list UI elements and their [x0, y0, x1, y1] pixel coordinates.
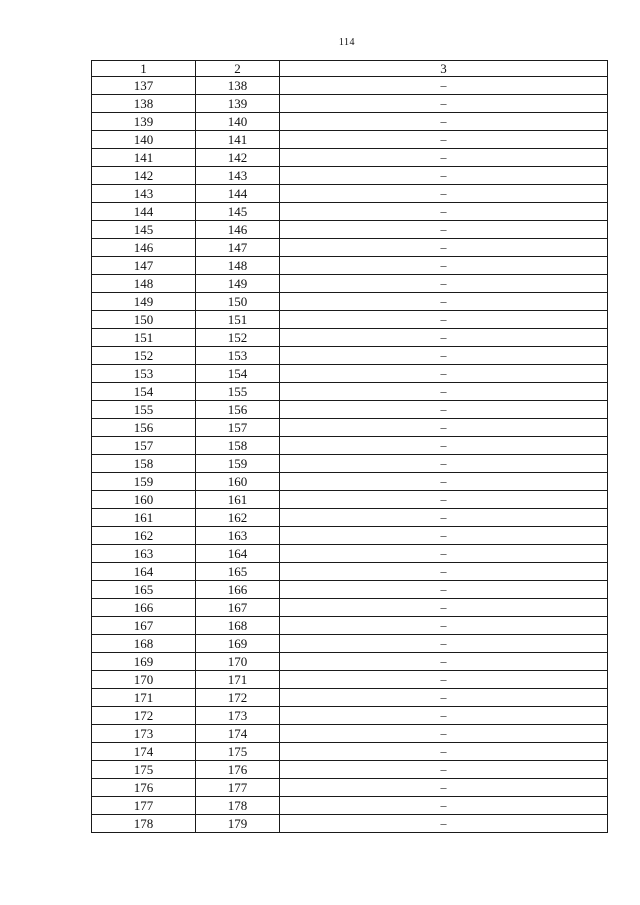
table-cell-col3: –	[280, 815, 608, 833]
table-cell-col2: 149	[196, 275, 280, 293]
table-row	[92, 347, 608, 365]
table-row	[92, 419, 608, 437]
table-cell-col1: 164	[92, 563, 196, 581]
table-cell-col2: 162	[196, 509, 280, 527]
table-cell-col1: 157	[92, 437, 196, 455]
table-cell-col2: 177	[196, 779, 280, 797]
table-cell-col1: 170	[92, 671, 196, 689]
table-cell-col3: –	[280, 689, 608, 707]
table-row	[92, 293, 608, 311]
table-cell-col1: 168	[92, 635, 196, 653]
table-row	[92, 77, 608, 95]
table-cell-col3: –	[280, 671, 608, 689]
table-cell-col3: –	[280, 455, 608, 473]
table-cell-col1: 169	[92, 653, 196, 671]
table-cell-col2: 164	[196, 545, 280, 563]
table-cell-col3: –	[280, 617, 608, 635]
table-cell-col3: –	[280, 239, 608, 257]
table-row	[92, 671, 608, 689]
table-row	[92, 185, 608, 203]
table-cell-col1: 160	[92, 491, 196, 509]
table-cell-col1: 176	[92, 779, 196, 797]
table-row	[92, 509, 608, 527]
table-row	[92, 149, 608, 167]
table-cell-col2: 139	[196, 95, 280, 113]
table-cell-col3: –	[280, 725, 608, 743]
table-cell-col2: 144	[196, 185, 280, 203]
table-cell-col1: 148	[92, 275, 196, 293]
table-row	[92, 167, 608, 185]
table-row	[92, 311, 608, 329]
table-cell-col3: –	[280, 527, 608, 545]
table-cell-col1: 147	[92, 257, 196, 275]
table-cell-col3: –	[280, 311, 608, 329]
table-cell-col3: –	[280, 635, 608, 653]
table-cell-col3: –	[280, 167, 608, 185]
table-body	[92, 77, 608, 833]
table-cell-col1: 139	[92, 113, 196, 131]
table-cell-col2: 176	[196, 761, 280, 779]
table-cell-col2: 165	[196, 563, 280, 581]
table-cell-col1: 155	[92, 401, 196, 419]
table-cell-col3: –	[280, 563, 608, 581]
table-cell-col2: 168	[196, 617, 280, 635]
table-row	[92, 563, 608, 581]
table-cell-col1: 145	[92, 221, 196, 239]
table-cell-col2: 175	[196, 743, 280, 761]
page-number: 114	[338, 37, 356, 48]
table-row	[92, 365, 608, 383]
table-cell-col2: 163	[196, 527, 280, 545]
table-cell-col1: 138	[92, 95, 196, 113]
table-cell-col1: 163	[92, 545, 196, 563]
table-cell-col1: 174	[92, 743, 196, 761]
table-cell-col3: –	[280, 221, 608, 239]
table-cell-col3: –	[280, 257, 608, 275]
table-cell-col3: –	[280, 743, 608, 761]
table-cell-col2: 154	[196, 365, 280, 383]
table-cell-col3: –	[280, 131, 608, 149]
column-header-2: 2	[196, 61, 280, 77]
table-cell-col1: 162	[92, 527, 196, 545]
table-cell-col3: –	[280, 419, 608, 437]
table-row	[92, 203, 608, 221]
table-row	[92, 653, 608, 671]
table-cell-col1: 153	[92, 365, 196, 383]
table-row	[92, 581, 608, 599]
table-row	[92, 491, 608, 509]
table-cell-col2: 174	[196, 725, 280, 743]
table-row	[92, 617, 608, 635]
table-cell-col1: 149	[92, 293, 196, 311]
table-row	[92, 95, 608, 113]
table-cell-col1: 175	[92, 761, 196, 779]
table-cell-col2: 166	[196, 581, 280, 599]
table-cell-col3: –	[280, 491, 608, 509]
table-row	[92, 707, 608, 725]
table-cell-col2: 158	[196, 437, 280, 455]
table-row	[92, 239, 608, 257]
table-cell-col1: 151	[92, 329, 196, 347]
table-row	[92, 401, 608, 419]
table-cell-col2: 147	[196, 239, 280, 257]
table-cell-col2: 148	[196, 257, 280, 275]
table-cell-col1: 140	[92, 131, 196, 149]
table-row	[92, 635, 608, 653]
table-cell-col3: –	[280, 95, 608, 113]
table-row	[92, 437, 608, 455]
table-cell-col1: 172	[92, 707, 196, 725]
table-cell-col3: –	[280, 365, 608, 383]
table-cell-col3: –	[280, 149, 608, 167]
table-cell-col2: 159	[196, 455, 280, 473]
table-row	[92, 473, 608, 491]
table-cell-col3: –	[280, 761, 608, 779]
table-cell-col3: –	[280, 347, 608, 365]
table-cell-col3: –	[280, 581, 608, 599]
table-row	[92, 113, 608, 131]
table-cell-col2: 141	[196, 131, 280, 149]
table-cell-col2: 143	[196, 167, 280, 185]
table-cell-col3: –	[280, 779, 608, 797]
table-cell-col2: 156	[196, 401, 280, 419]
table-cell-col2: 172	[196, 689, 280, 707]
table-cell-col3: –	[280, 113, 608, 131]
table-cell-col1: 178	[92, 815, 196, 833]
table-row	[92, 797, 608, 815]
table-cell-col1: 167	[92, 617, 196, 635]
table-cell-col1: 165	[92, 581, 196, 599]
table-row	[92, 725, 608, 743]
table-row	[92, 779, 608, 797]
table-cell-col2: 171	[196, 671, 280, 689]
table-cell-col2: 161	[196, 491, 280, 509]
table-cell-col1: 158	[92, 455, 196, 473]
table-cell-col3: –	[280, 203, 608, 221]
table-row	[92, 545, 608, 563]
table-cell-col2: 153	[196, 347, 280, 365]
table-row	[92, 257, 608, 275]
table-cell-col2: 155	[196, 383, 280, 401]
table-cell-col1: 173	[92, 725, 196, 743]
table-cell-col3: –	[280, 401, 608, 419]
table-cell-col2: 178	[196, 797, 280, 815]
table-row	[92, 383, 608, 401]
table-cell-col1: 150	[92, 311, 196, 329]
table-row	[92, 527, 608, 545]
table-cell-col1: 154	[92, 383, 196, 401]
table-cell-col2: 151	[196, 311, 280, 329]
table-cell-col2: 179	[196, 815, 280, 833]
column-header-1: 1	[92, 61, 196, 77]
table-row	[92, 329, 608, 347]
table-cell-col3: –	[280, 473, 608, 491]
table-cell-col3: –	[280, 383, 608, 401]
table-cell-col3: –	[280, 329, 608, 347]
table-cell-col3: –	[280, 437, 608, 455]
table-cell-col3: –	[280, 77, 608, 95]
table-row	[92, 815, 608, 833]
table-row	[92, 761, 608, 779]
table-cell-col2: 140	[196, 113, 280, 131]
data-table	[91, 60, 608, 833]
table-cell-col1: 171	[92, 689, 196, 707]
table-cell-col3: –	[280, 293, 608, 311]
table-row	[92, 275, 608, 293]
table-cell-col1: 156	[92, 419, 196, 437]
table-cell-col1: 142	[92, 167, 196, 185]
table-row	[92, 221, 608, 239]
table-cell-col2: 152	[196, 329, 280, 347]
table-header-row	[92, 61, 608, 77]
table-cell-col2: 145	[196, 203, 280, 221]
table-cell-col1: 143	[92, 185, 196, 203]
table-cell-col2: 142	[196, 149, 280, 167]
table-row	[92, 455, 608, 473]
column-header-3: 3	[280, 61, 608, 77]
table-cell-col2: 169	[196, 635, 280, 653]
table-cell-col3: –	[280, 545, 608, 563]
table-cell-col2: 157	[196, 419, 280, 437]
table-cell-col2: 160	[196, 473, 280, 491]
table-cell-col3: –	[280, 599, 608, 617]
table-row	[92, 743, 608, 761]
table-cell-col2: 173	[196, 707, 280, 725]
table-cell-col2: 146	[196, 221, 280, 239]
table-cell-col1: 141	[92, 149, 196, 167]
table-cell-col3: –	[280, 797, 608, 815]
table-cell-col1: 146	[92, 239, 196, 257]
table-cell-col2: 167	[196, 599, 280, 617]
table-row	[92, 689, 608, 707]
table-row	[92, 599, 608, 617]
table-cell-col2: 150	[196, 293, 280, 311]
table-cell-col2: 138	[196, 77, 280, 95]
table-cell-col3: –	[280, 707, 608, 725]
table-cell-col3: –	[280, 509, 608, 527]
table-cell-col3: –	[280, 275, 608, 293]
table-cell-col2: 170	[196, 653, 280, 671]
table-cell-col1: 144	[92, 203, 196, 221]
table-cell-col1: 166	[92, 599, 196, 617]
table-cell-col1: 152	[92, 347, 196, 365]
table-cell-col1: 177	[92, 797, 196, 815]
table-cell-col1: 161	[92, 509, 196, 527]
table-cell-col1: 159	[92, 473, 196, 491]
table-row	[92, 131, 608, 149]
table-cell-col3: –	[280, 653, 608, 671]
table-cell-col3: –	[280, 185, 608, 203]
table-cell-col1: 137	[92, 77, 196, 95]
